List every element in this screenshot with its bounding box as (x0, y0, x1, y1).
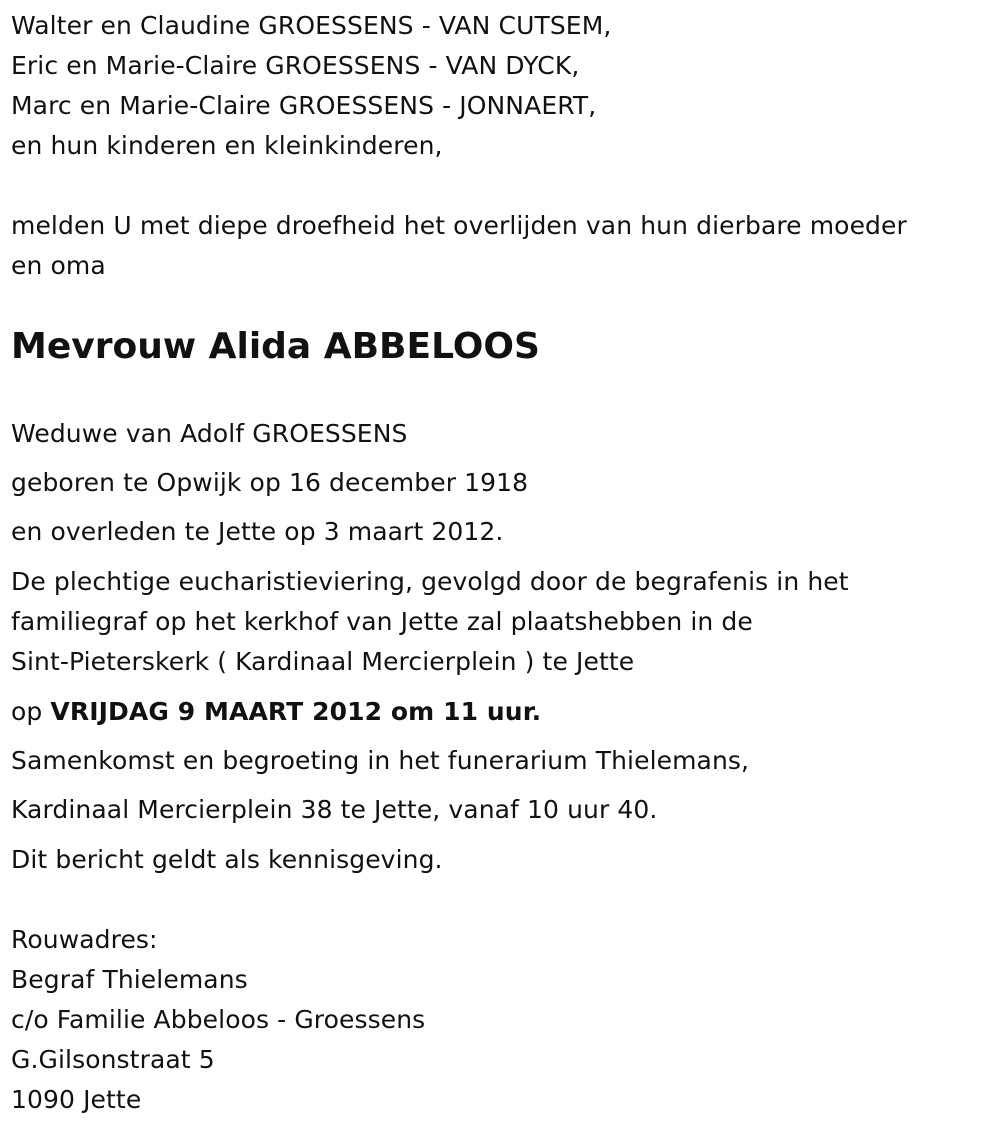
address-line: Begraf Thielemans (11, 965, 248, 994)
ceremony-date: VRIJDAG 9 MAART 2012 om 11 uur. (50, 697, 542, 726)
family-line: Walter en Claudine GROESSENS - VAN CUTSEM, (11, 11, 612, 40)
ceremony-line: De plechtige eucharistieviering, gevolgd door de begrafenis in het (11, 567, 849, 596)
family-line: en hun kinderen en kleinkinderen, (11, 131, 443, 160)
ceremony-date-line (11, 697, 541, 727)
family-line: Marc en Marie-Claire GROESSENS - JONNAERT, (11, 91, 597, 120)
address-line: 1090 Jette (11, 1085, 142, 1114)
ceremony-line: Sint-Pieterskerk ( Kardinaal Mercierplein ) te Jette (11, 647, 635, 676)
gathering-line: Kardinaal Mercierplein 38 te Jette, vanaf 10 uur 40. (11, 795, 658, 824)
notice-line: Dit bericht geldt als kennisgeving. (11, 845, 443, 874)
announcement-line: melden U met diepe droefheid het overlijden van hun dierbare moeder (11, 211, 907, 240)
ceremony-line: familiegraf op het kerkhof van Jette zal plaatshebben in de (11, 607, 753, 636)
deceased-name: Mevrouw Alida ABBELOOS (11, 326, 540, 367)
address-line: G.Gilsonstraat 5 (11, 1045, 215, 1074)
date-prefix: op (11, 697, 51, 726)
address-line: c/o Familie Abbeloos - Groessens (11, 1005, 426, 1034)
address-label: Rouwadres: (11, 925, 158, 954)
family-line: Eric en Marie-Claire GROESSENS - VAN DYCK, (11, 51, 580, 80)
widow-line: Weduwe van Adolf GROESSENS (11, 419, 408, 448)
birth-line: geboren te Opwijk op 16 december 1918 (11, 468, 529, 497)
gathering-line: Samenkomst en begroeting in het funerarium Thielemans, (11, 746, 750, 775)
death-line: en overleden te Jette op 3 maart 2012. (11, 517, 504, 546)
announcement-line: en oma (11, 251, 106, 280)
